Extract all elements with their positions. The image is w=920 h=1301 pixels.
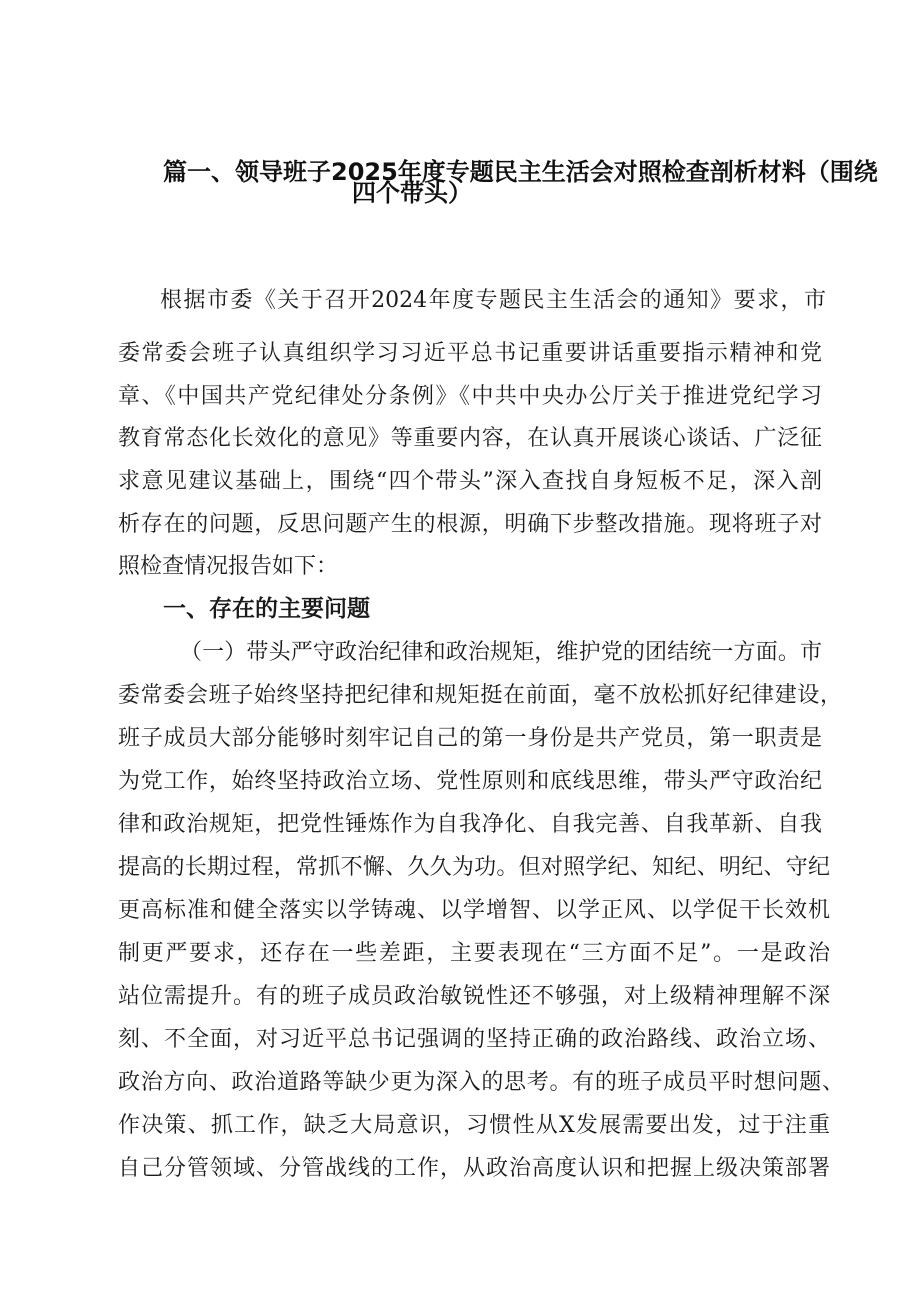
- body-line: 刻、不全面，对习近平总书记强调的坚持正确的政治路线、政治立场、: [118, 1027, 830, 1052]
- body-line: （一）带头严守政治纪律和政治规矩，维护党的团结统一方面。市: [180, 640, 822, 665]
- body-line: 自己分管领域、分管战线的工作，从政治高度认识和把握上级决策部署: [118, 1156, 830, 1181]
- body-line: 更高标准和健全落实以学铸魂、以学增智、以学正风、以学促干长效机: [118, 898, 830, 923]
- body-line: 委常委会班子始终坚持把纪律和规矩挺在前面，毫不放松抓好纪律建设，: [118, 683, 842, 708]
- body-line: 班子成员大部分能够时刻牢记自己的第一身份是共产党员，第一职责是: [118, 726, 822, 751]
- body-line: 律和政治规矩，把党性锤炼作为自我净化、自我完善、自我革新、自我: [118, 812, 822, 837]
- body-line: 作决策、抓工作，缺乏大局意识，习惯性从X发展需要出发，过于注重: [118, 1113, 830, 1138]
- section-heading: 一、存在的主要问题: [163, 596, 370, 622]
- body-line: 提高的长期过程，常抓不懈、久久为功。但对照学纪、知纪、明纪、守纪: [118, 855, 830, 880]
- document-title-line-2: 四个带头）: [352, 179, 472, 207]
- intro-line: 根据市委《关于召开2024年度专题民主生活会的通知》要求，市: [160, 288, 826, 313]
- intro-line: 照检查情况报告如下：: [118, 554, 339, 579]
- document-title-line-1: 篇一、领导班子2025年度专题民主生活会对照检查剖析材料（围绕: [163, 158, 878, 186]
- body-line: 站位需提升。有的班子成员政治敏锐性还不够强，对上级精神理解不深: [118, 984, 830, 1009]
- intro-line: 析存在的问题，反思问题产生的根源，明确下步整改措施。现将班子对: [118, 512, 822, 537]
- intro-line: 教育常态化长效化的意见》等重要内容，在认真开展谈心谈话、广泛征: [118, 426, 822, 451]
- intro-line: 章、《中国共产党纪律处分条例》《中共中央办公厅关于推进党纪学习: [118, 384, 822, 409]
- body-line: 为党工作，始终坚持政治立场、党性原则和底线思维，带头严守政治纪: [118, 769, 822, 794]
- body-line: 政治方向、政治道路等缺少更为深入的思考。有的班子成员平时想问题、: [118, 1070, 844, 1095]
- intro-line: 委常委会班子认真组织学习习近平总书记重要讲话重要指示精神和党: [118, 341, 822, 366]
- body-line: 制更严要求，还存在一些差距，主要表现在“三方面不足”。一是政治: [118, 941, 830, 966]
- intro-line: 求意见建议基础上，围绕“四个带头”深入查找自身短板不足，深入剖: [118, 469, 822, 494]
